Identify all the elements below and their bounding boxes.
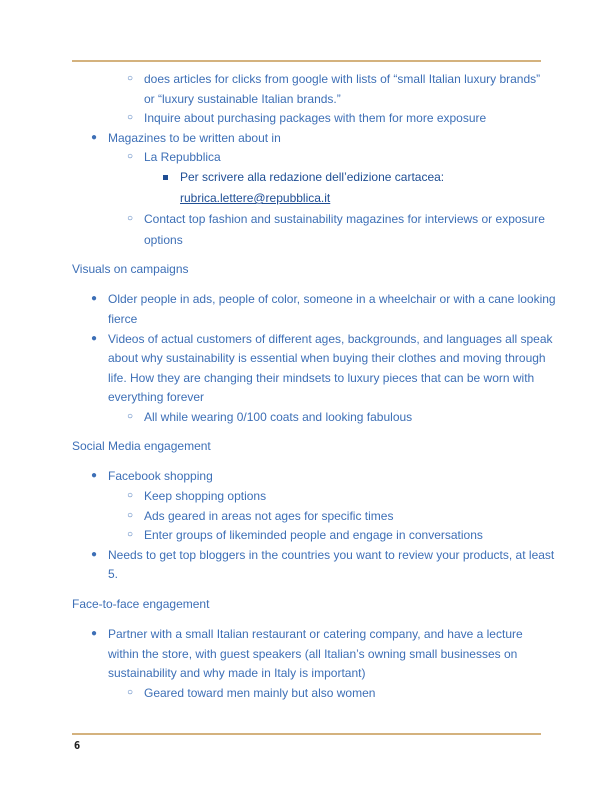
list-item-line: Keep shopping options [144, 489, 267, 503]
list-item-line: does articles for clicks from google with lists of “small Italian luxury brands” [144, 72, 541, 86]
list-item-line: Magazines to be written about in [108, 131, 281, 145]
list-item-line: Needs to get top bloggers in the countries you want to review your products, at least [108, 548, 555, 562]
list-item-line: life. How they are changing their mindsets to luxury pieces that can be worn with [108, 371, 535, 385]
list-item-line: everything forever [108, 390, 205, 404]
filled-bullet-icon: ● [91, 470, 98, 481]
list-item-line: La Repubblica [144, 150, 221, 164]
top-rule [72, 60, 541, 62]
list-item-line: within the store, with guest speakers (all Italian’s owning small businesses on [108, 647, 518, 661]
list-item-line: 5. [108, 567, 119, 581]
list-item-line: Geared toward men mainly but also women [144, 686, 376, 700]
hollow-bullet-icon: ○ [127, 510, 134, 521]
list-item-line: about why sustainability is essential when buying their clothes and moving through [108, 351, 546, 365]
square-bullet-icon [163, 175, 168, 180]
filled-bullet-icon: ● [91, 333, 98, 344]
list-item-line: Per scrivere alla redazione dell’edizione cartacea: [180, 170, 445, 184]
hollow-bullet-icon: ○ [127, 213, 134, 224]
list-item-line: or “luxury sustainable Italian brands.” [144, 92, 341, 106]
section-heading: Social Media engagement [72, 439, 211, 453]
filled-bullet-icon: ● [91, 628, 98, 639]
hollow-bullet-icon: ○ [127, 112, 134, 123]
list-item-line: Contact top fashion and sustainability magazines for interviews or exposure [144, 212, 545, 226]
list-item-line: All while wearing 0/100 coats and looking fabulous [144, 410, 413, 424]
list-item-line: Videos of actual customers of different ages, backgrounds, and languages all speak [108, 332, 553, 346]
hollow-bullet-icon: ○ [127, 411, 134, 422]
list-item-line: Ads geared in areas not ages for specific times [144, 509, 394, 523]
list-item-line: sustainability and why made in Italy is important) [108, 666, 366, 680]
filled-bullet-icon: ● [91, 549, 98, 560]
list-item-line: Inquire about purchasing packages with them for more exposure [144, 111, 487, 125]
hollow-bullet-icon: ○ [127, 687, 134, 698]
bottom-rule [72, 733, 541, 735]
email-link[interactable]: rubrica.lettere@repubblica.it [180, 191, 331, 205]
hollow-bullet-icon: ○ [127, 529, 134, 540]
hollow-bullet-icon: ○ [127, 490, 134, 501]
list-item-line: Older people in ads, people of color, someone in a wheelchair or with a cane looking [108, 292, 556, 306]
filled-bullet-icon: ● [91, 132, 98, 143]
list-item-line: Facebook shopping [108, 469, 213, 483]
list-item-line: Enter groups of likeminded people and engage in conversations [144, 528, 483, 542]
filled-bullet-icon: ● [91, 293, 98, 304]
list-item-line: options [144, 233, 183, 247]
list-item-line: Partner with a small Italian restaurant or catering company, and have a lecture [108, 627, 523, 641]
list-item-line: fierce [108, 312, 138, 326]
hollow-bullet-icon: ○ [127, 73, 134, 84]
section-heading: Face-to-face engagement [72, 597, 210, 611]
page-number: 6 [74, 739, 81, 752]
section-heading: Visuals on campaigns [72, 262, 189, 276]
hollow-bullet-icon: ○ [127, 151, 134, 162]
